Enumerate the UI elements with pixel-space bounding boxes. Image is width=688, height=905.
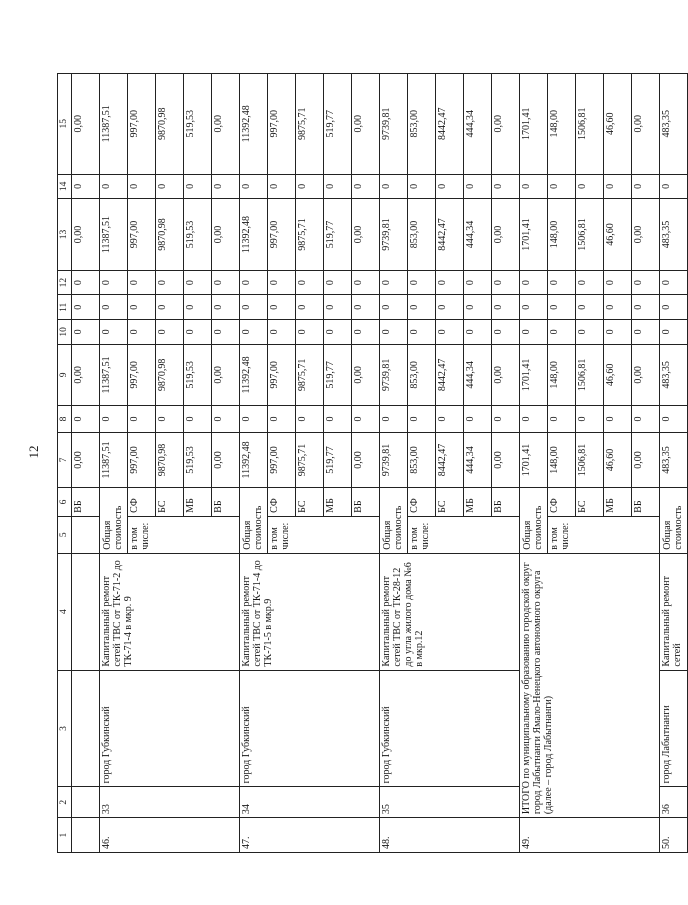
fund-code: СФ: [268, 488, 296, 517]
fund-code: СФ: [548, 488, 576, 517]
table-row: [240, 74, 268, 853]
cell-c15: 519,53: [184, 74, 212, 175]
cell-c15: 11387,51: [100, 74, 128, 175]
cell-c7: 9739,81: [380, 432, 408, 487]
cell-c8: 0: [296, 406, 324, 433]
including-label: в том числе:: [548, 516, 660, 553]
fund-code: БС: [436, 488, 464, 517]
cell-c14: 0: [268, 174, 296, 199]
fund-code: МБ: [324, 488, 352, 517]
total-cost-label: Общая стоимость: [660, 488, 688, 554]
cell-c9: 11392,48: [240, 344, 268, 406]
cell-c10: 0: [72, 320, 100, 345]
cell-c8: 0: [408, 406, 436, 433]
cell-c12: 0: [492, 270, 520, 295]
cell-c12: 0: [408, 270, 436, 295]
cell-c9: 1506,81: [576, 344, 604, 406]
table-row: [520, 74, 548, 853]
fund-code: БС: [576, 488, 604, 517]
cell-c15: 853,00: [408, 74, 436, 175]
project-index: 34: [240, 787, 380, 818]
cell-c13: 9875,71: [296, 199, 324, 271]
total-title: ИТОГО по муниципальному образованию городской округ город Лабытнанги Ямало-Ненецкого автономного округа (далее – город Лабытнанги): [520, 553, 660, 817]
cell-c12: 0: [296, 270, 324, 295]
cell-c14: 0: [240, 174, 268, 199]
cell-c10: 0: [212, 320, 240, 345]
cell-c9: 0,00: [632, 344, 660, 406]
cell-c11: 0: [380, 295, 408, 320]
cell-c8: 0: [548, 406, 576, 433]
cell-c10: 0: [436, 320, 464, 345]
cell-c10: 0: [100, 320, 128, 345]
cell-c12: 0: [604, 270, 632, 295]
fund-code: МБ: [464, 488, 492, 517]
cell-c8: 0: [520, 406, 548, 433]
column-header-9: 9: [58, 344, 72, 406]
cell-c10: 0: [128, 320, 156, 345]
cell-c9: 519,53: [184, 344, 212, 406]
cell-c7: 1506,81: [576, 432, 604, 487]
cell-c11: 0: [100, 295, 128, 320]
column-header-5: 5: [58, 516, 72, 553]
cell-c11: 0: [352, 295, 380, 320]
cell-c11: 0: [492, 295, 520, 320]
total-cost-label: Общая стоимость: [380, 488, 408, 554]
city-name: город Губкинский: [100, 670, 240, 787]
cell-c12: 0: [268, 270, 296, 295]
cell-c13: 1701,41: [520, 199, 548, 271]
cell-c13: 9870,98: [156, 199, 184, 271]
cell-c13: 997,00: [268, 199, 296, 271]
cell-c11: 0: [660, 295, 688, 320]
fund-code: БС: [156, 488, 184, 517]
cell-c14: 0: [660, 174, 688, 199]
row-number: 50.: [660, 818, 688, 853]
cell-c13: 11387,51: [100, 199, 128, 271]
cell-c11: 0: [128, 295, 156, 320]
cell-c8: 0: [604, 406, 632, 433]
cell-c13: 0,00: [492, 199, 520, 271]
fund-code: ВБ: [212, 488, 240, 517]
cell-c12: 0: [660, 270, 688, 295]
cell-c13: 483,35: [660, 199, 688, 271]
cell-c9: 0,00: [212, 344, 240, 406]
cell-c15: 9870,98: [156, 74, 184, 175]
cell-c8: 0: [632, 406, 660, 433]
cell-c8: 0: [128, 406, 156, 433]
cell-c10: 0: [492, 320, 520, 345]
cell-c13: 0,00: [632, 199, 660, 271]
cell-c11: 0: [268, 295, 296, 320]
cell-c9: 8442,47: [436, 344, 464, 406]
cell-c13: 519,53: [184, 199, 212, 271]
total-cost-label: Общая стоимость: [240, 488, 268, 554]
cell-c9: 0,00: [492, 344, 520, 406]
cell-c11: 0: [604, 295, 632, 320]
city-name: город Губкинский: [380, 670, 520, 787]
cell-c11: 0: [72, 295, 100, 320]
cell-c14: 0: [128, 174, 156, 199]
cell-c8: 0: [72, 406, 100, 433]
cell-c12: 0: [548, 270, 576, 295]
total-cost-label: Общая стоимость: [520, 488, 548, 554]
cell-c8: 0: [352, 406, 380, 433]
cell-empty: [72, 516, 100, 553]
cell-c15: 9875,71: [296, 74, 324, 175]
cell-c11: 0: [184, 295, 212, 320]
cell-c15: 11392,48: [240, 74, 268, 175]
row-number: 49.: [520, 818, 660, 853]
cell-c9: 1701,41: [520, 344, 548, 406]
work-description: Капитальный ремонт сетей ТВС от ТК-28-12 до угла жилого дома №6 в мкр.12: [380, 553, 520, 670]
cell-c7: 0,00: [212, 432, 240, 487]
fund-code: БС: [296, 488, 324, 517]
column-header-13: 13: [58, 199, 72, 271]
cell-c14: 0: [352, 174, 380, 199]
cell-c7: 997,00: [268, 432, 296, 487]
cell-c8: 0: [212, 406, 240, 433]
cell-c7: 46,60: [604, 432, 632, 487]
row-number: 46.: [100, 818, 240, 853]
cell-c12: 0: [72, 270, 100, 295]
cell-c15: 0,00: [492, 74, 520, 175]
cell-c14: 0: [548, 174, 576, 199]
cell-c10: 0: [632, 320, 660, 345]
column-header-6: 6: [58, 488, 72, 517]
cell-c7: 9875,71: [296, 432, 324, 487]
cell-c10: 0: [660, 320, 688, 345]
cell-c11: 0: [436, 295, 464, 320]
cell-c10: 0: [352, 320, 380, 345]
table-row: [100, 74, 128, 853]
cell-c9: 853,00: [408, 344, 436, 406]
cell-c14: 0: [72, 174, 100, 199]
cell-c9: 9739,81: [380, 344, 408, 406]
cell-c8: 0: [464, 406, 492, 433]
cell-c7: 1701,41: [520, 432, 548, 487]
cell-c8: 0: [436, 406, 464, 433]
cell-c15: 444,34: [464, 74, 492, 175]
cell-c12: 0: [184, 270, 212, 295]
cell-c7: 11392,48: [240, 432, 268, 487]
cell-c10: 0: [184, 320, 212, 345]
cell-c7: 0,00: [72, 432, 100, 487]
cell-c8: 0: [100, 406, 128, 433]
cell-c15: 0,00: [632, 74, 660, 175]
cell-c7: 9870,98: [156, 432, 184, 487]
cell-c15: 9739,81: [380, 74, 408, 175]
cell-c15: 997,00: [268, 74, 296, 175]
table-row: [58, 74, 72, 853]
cell-c10: 0: [156, 320, 184, 345]
cell-c12: 0: [100, 270, 128, 295]
cell-c9: 997,00: [268, 344, 296, 406]
cell-c14: 0: [492, 174, 520, 199]
cell-c8: 0: [660, 406, 688, 433]
cell-c9: 11387,51: [100, 344, 128, 406]
fund-code: СФ: [408, 488, 436, 517]
cell-c13: 148,00: [548, 199, 576, 271]
city-name: город Лабытнанги: [660, 670, 688, 787]
column-header-2: 2: [58, 787, 72, 818]
cell-c7: 0,00: [632, 432, 660, 487]
table-row: [660, 74, 688, 853]
work-description: Капитальный ремонт сетей ТВС от ТК-71-2 до ТК-71-4 в мкр. 9: [100, 553, 240, 670]
cell-c7: 997,00: [128, 432, 156, 487]
cell-c7: 444,34: [464, 432, 492, 487]
fund-code: ВБ: [492, 488, 520, 517]
cell-c9: 997,00: [128, 344, 156, 406]
table-body: [58, 74, 688, 853]
cell-c13: 997,00: [128, 199, 156, 271]
cell-empty: [72, 787, 100, 818]
cell-c7: 148,00: [548, 432, 576, 487]
project-index: 36: [660, 787, 688, 818]
cell-c15: 519,77: [324, 74, 352, 175]
cell-c8: 0: [184, 406, 212, 433]
cell-c9: 9870,98: [156, 344, 184, 406]
cell-c11: 0: [548, 295, 576, 320]
cell-c9: 0,00: [72, 344, 100, 406]
table-row: [72, 74, 100, 853]
cell-c14: 0: [632, 174, 660, 199]
cell-c9: 0,00: [352, 344, 380, 406]
cell-c12: 0: [520, 270, 548, 295]
column-header-7: 7: [58, 432, 72, 487]
including-label: в том числе:: [408, 516, 520, 553]
total-cost-label: Общая стоимость: [100, 488, 128, 554]
cell-c12: 0: [436, 270, 464, 295]
cell-c12: 0: [240, 270, 268, 295]
cell-c10: 0: [240, 320, 268, 345]
cell-c11: 0: [408, 295, 436, 320]
fund-code: ВБ: [72, 488, 100, 517]
column-header-1: 1: [58, 818, 72, 853]
including-label: в том числе:: [268, 516, 380, 553]
cell-c14: 0: [436, 174, 464, 199]
cell-c14: 0: [156, 174, 184, 199]
cell-c14: 0: [520, 174, 548, 199]
cell-c11: 0: [576, 295, 604, 320]
cell-c9: 46,60: [604, 344, 632, 406]
cell-c10: 0: [576, 320, 604, 345]
cell-c9: 519,77: [324, 344, 352, 406]
cell-c7: 483,35: [660, 432, 688, 487]
cell-c14: 0: [464, 174, 492, 199]
cell-c12: 0: [352, 270, 380, 295]
fund-code: МБ: [184, 488, 212, 517]
cell-empty: [72, 553, 100, 670]
cell-c10: 0: [268, 320, 296, 345]
cell-c15: 148,00: [548, 74, 576, 175]
table-row: [380, 74, 408, 853]
column-header-15: 15: [58, 74, 72, 175]
page-number: 12: [26, 445, 41, 459]
cell-c13: 0,00: [212, 199, 240, 271]
cell-c13: 853,00: [408, 199, 436, 271]
cell-c11: 0: [632, 295, 660, 320]
cell-c11: 0: [212, 295, 240, 320]
cell-c11: 0: [464, 295, 492, 320]
cell-c10: 0: [604, 320, 632, 345]
column-header-4: 4: [58, 553, 72, 670]
cell-c12: 0: [212, 270, 240, 295]
table-container: [57, 73, 684, 853]
cell-c12: 0: [464, 270, 492, 295]
cell-c15: 0,00: [72, 74, 100, 175]
cell-c14: 0: [296, 174, 324, 199]
cell-c13: 0,00: [352, 199, 380, 271]
project-index: 33: [100, 787, 240, 818]
capital-repair-table: [57, 73, 688, 853]
cell-c14: 0: [604, 174, 632, 199]
cell-c10: 0: [548, 320, 576, 345]
cell-c12: 0: [156, 270, 184, 295]
fund-code: ВБ: [632, 488, 660, 517]
cell-c15: 1506,81: [576, 74, 604, 175]
city-name: город Губкинский: [240, 670, 380, 787]
cell-c7: 853,00: [408, 432, 436, 487]
cell-c13: 8442,47: [436, 199, 464, 271]
row-number: 48.: [380, 818, 520, 853]
cell-c10: 0: [520, 320, 548, 345]
cell-c15: 997,00: [128, 74, 156, 175]
cell-c7: 11387,51: [100, 432, 128, 487]
cell-c15: 0,00: [212, 74, 240, 175]
cell-c13: 9739,81: [380, 199, 408, 271]
column-header-12: 12: [58, 270, 72, 295]
cell-c14: 0: [324, 174, 352, 199]
row-number: 47.: [240, 818, 380, 853]
cell-c8: 0: [156, 406, 184, 433]
cell-c11: 0: [156, 295, 184, 320]
cell-c14: 0: [100, 174, 128, 199]
cell-c12: 0: [576, 270, 604, 295]
column-header-3: 3: [58, 670, 72, 787]
cell-c10: 0: [324, 320, 352, 345]
cell-c14: 0: [408, 174, 436, 199]
cell-c8: 0: [576, 406, 604, 433]
cell-c10: 0: [296, 320, 324, 345]
cell-c10: 0: [408, 320, 436, 345]
column-header-14: 14: [58, 174, 72, 199]
cell-c14: 0: [380, 174, 408, 199]
cell-c11: 0: [296, 295, 324, 320]
including-label: в том числе:: [128, 516, 240, 553]
column-header-10: 10: [58, 320, 72, 345]
cell-c7: 0,00: [352, 432, 380, 487]
cell-c7: 0,00: [492, 432, 520, 487]
cell-c13: 1506,81: [576, 199, 604, 271]
cell-empty: [72, 818, 100, 853]
cell-c8: 0: [268, 406, 296, 433]
cell-c12: 0: [128, 270, 156, 295]
project-index: 35: [380, 787, 520, 818]
cell-c15: 8442,47: [436, 74, 464, 175]
cell-c13: 0,00: [72, 199, 100, 271]
cell-c15: 46,60: [604, 74, 632, 175]
cell-c9: 9875,71: [296, 344, 324, 406]
cell-c8: 0: [324, 406, 352, 433]
cell-c15: 0,00: [352, 74, 380, 175]
cell-c10: 0: [464, 320, 492, 345]
column-header-11: 11: [58, 295, 72, 320]
cell-c11: 0: [520, 295, 548, 320]
cell-c13: 519,77: [324, 199, 352, 271]
cell-c14: 0: [184, 174, 212, 199]
cell-c7: 519,53: [184, 432, 212, 487]
column-header-8: 8: [58, 406, 72, 433]
cell-empty: [72, 670, 100, 787]
cell-c11: 0: [324, 295, 352, 320]
cell-c15: 483,35: [660, 74, 688, 175]
work-description: Капитальный ремонт сетей ТВС от ТК-71-4 до ТК-71-5 в мкр.9: [240, 553, 380, 670]
cell-c14: 0: [576, 174, 604, 199]
cell-c14: 0: [212, 174, 240, 199]
fund-code: МБ: [604, 488, 632, 517]
cell-c13: 444,34: [464, 199, 492, 271]
cell-c11: 0: [240, 295, 268, 320]
cell-c10: 0: [380, 320, 408, 345]
cell-c7: 519,77: [324, 432, 352, 487]
work-description: Капитальный ремонт сетей: [660, 553, 688, 670]
cell-c8: 0: [380, 406, 408, 433]
cell-c12: 0: [324, 270, 352, 295]
cell-c9: 444,34: [464, 344, 492, 406]
cell-c8: 0: [240, 406, 268, 433]
cell-c8: 0: [492, 406, 520, 433]
cell-c13: 46,60: [604, 199, 632, 271]
cell-c15: 1701,41: [520, 74, 548, 175]
cell-c13: 11392,48: [240, 199, 268, 271]
cell-c7: 8442,47: [436, 432, 464, 487]
cell-c12: 0: [632, 270, 660, 295]
fund-code: ВБ: [352, 488, 380, 517]
cell-c9: 148,00: [548, 344, 576, 406]
cell-c9: 483,35: [660, 344, 688, 406]
cell-c12: 0: [380, 270, 408, 295]
fund-code: СФ: [128, 488, 156, 517]
